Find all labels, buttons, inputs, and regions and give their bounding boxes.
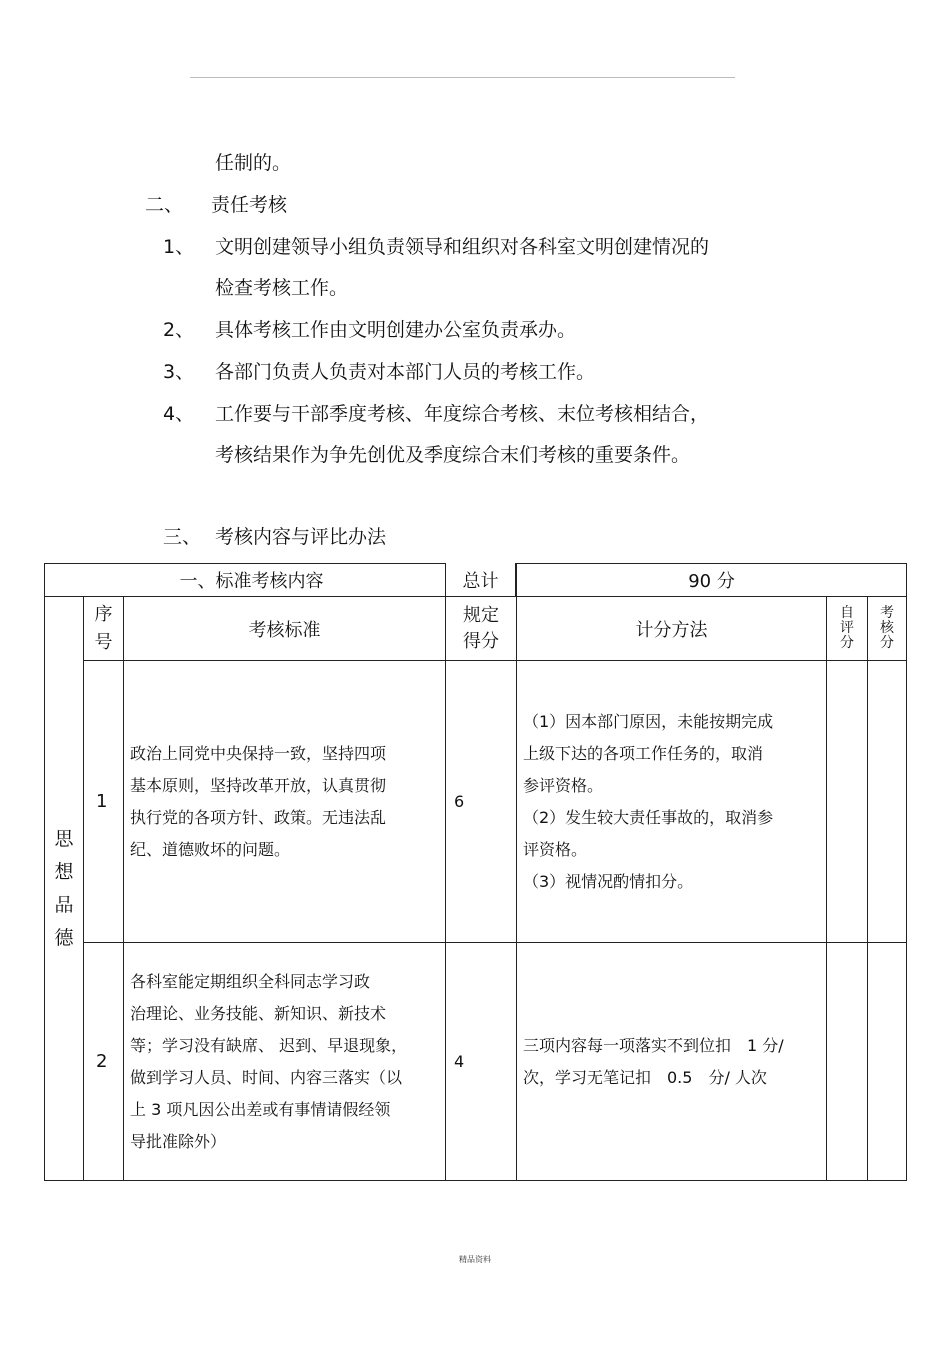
standard-line: 导批准除外） bbox=[130, 1131, 227, 1151]
header-score-line: 规定 bbox=[463, 604, 499, 626]
row-self-score bbox=[827, 661, 868, 943]
row-seq: 1 bbox=[84, 661, 124, 943]
total-value: 90 分 bbox=[517, 564, 907, 597]
item4-cont: 考核结果作为争先创优及季度综合末们考核的重要条件。 bbox=[215, 444, 691, 466]
table-title: 一、标准考核内容 bbox=[45, 564, 517, 597]
category-char: 品 bbox=[54, 893, 74, 916]
header-audit-char: 分 bbox=[880, 635, 894, 651]
category-cell bbox=[45, 597, 84, 1181]
standard-line: 治理论、业务技能、新知识、新技术 bbox=[130, 1003, 387, 1023]
row-self-score bbox=[827, 943, 868, 1181]
header-self bbox=[827, 597, 868, 661]
standard-line: 政治上同党中央保持一致，坚持四项 bbox=[130, 743, 387, 763]
category-char: 思 bbox=[54, 827, 74, 850]
standard-line: 各科室能定期组织全科同志学习政 bbox=[130, 971, 371, 991]
item1-number: 1、 bbox=[163, 236, 195, 258]
method-line: （1）因本部门原因，未能按期完成 bbox=[523, 711, 774, 731]
section3-title: 考核内容与评比办法 bbox=[215, 526, 387, 548]
item4-text: 工作要与干部季度考核、年度综合考核、末位考核相结合， bbox=[215, 403, 710, 425]
method-line: （3）视情况酌情扣分。 bbox=[523, 871, 694, 891]
table-row bbox=[45, 661, 907, 943]
header-seq-char: 序 bbox=[94, 603, 113, 625]
row-standard bbox=[124, 943, 446, 1181]
footer-text: 精品资料 bbox=[459, 1255, 491, 1264]
assessment-table bbox=[44, 563, 907, 1181]
header-method: 计分方法 bbox=[517, 597, 827, 661]
header-score bbox=[446, 597, 517, 661]
total-label: 总计 bbox=[445, 563, 516, 596]
section2-number: 二、 bbox=[145, 194, 184, 216]
item4-number: 4、 bbox=[163, 403, 195, 425]
method-line: 评资格。 bbox=[523, 839, 588, 859]
item3-number: 3、 bbox=[163, 361, 195, 383]
header-seq bbox=[84, 597, 124, 661]
method-line: 上级下达的各项工作任务的，取消 bbox=[523, 743, 764, 763]
method-line: 参评资格。 bbox=[523, 775, 604, 795]
header-audit-char: 核 bbox=[880, 620, 894, 636]
item2-number: 2、 bbox=[163, 319, 195, 341]
row-score: 4 bbox=[446, 943, 517, 1181]
row-score: 6 bbox=[446, 661, 517, 943]
item3-text: 各部门负责人负责对本部门人员的考核工作。 bbox=[215, 361, 596, 383]
header-self-char: 评 bbox=[840, 620, 854, 636]
header-seq-char: 号 bbox=[94, 631, 113, 653]
header-audit-char: 考 bbox=[880, 605, 894, 621]
item1-cont: 检查考核工作。 bbox=[215, 277, 349, 299]
standard-line: 等；学习没有缺席、 迟到、早退现象， bbox=[130, 1035, 408, 1055]
method-line: 次，学习无笔记扣 0.5 分/ 人次 bbox=[523, 1067, 767, 1087]
header-rule bbox=[190, 77, 735, 78]
item2-text: 具体考核工作由文明创建办公室负责承办。 bbox=[215, 319, 577, 341]
header-score-line: 得分 bbox=[463, 630, 499, 652]
section3-number: 三、 bbox=[163, 526, 202, 548]
item1-text: 文明创建领导小组负责领导和组织对各科室文明创建情况的 bbox=[215, 236, 710, 258]
standard-line: 执行党的各项方针、政策。无违法乱 bbox=[130, 807, 387, 827]
section2-title: 责任考核 bbox=[211, 194, 288, 216]
row-audit-score bbox=[868, 943, 907, 1181]
header-self-char: 自 bbox=[840, 605, 854, 621]
header-self-char: 分 bbox=[840, 635, 854, 651]
method-line: （2）发生较大责任事故的，取消参 bbox=[523, 807, 774, 827]
row-method bbox=[517, 661, 827, 943]
row-audit-score bbox=[868, 661, 907, 943]
row-seq: 2 bbox=[84, 943, 124, 1181]
standard-line: 基本原则，坚持改革开放，认真贯彻 bbox=[130, 775, 387, 795]
category-char: 德 bbox=[54, 926, 74, 949]
method-line: 三项内容每一项落实不到位扣 1 分/ bbox=[523, 1035, 784, 1055]
category-char: 想 bbox=[54, 860, 74, 883]
row-method bbox=[517, 943, 827, 1181]
standard-line: 上 3 项凡因公出差或有事情请假经领 bbox=[130, 1099, 391, 1119]
row-standard bbox=[124, 661, 446, 943]
table-row bbox=[45, 943, 907, 1181]
header-audit bbox=[868, 597, 907, 661]
standard-line: 做到学习人员、时间、内容三落实（以 bbox=[130, 1067, 403, 1087]
standard-line: 纪、道德败坏的问题。 bbox=[130, 839, 291, 859]
continuation-text: 任制的。 bbox=[215, 152, 292, 174]
header-standard: 考核标准 bbox=[124, 597, 446, 661]
